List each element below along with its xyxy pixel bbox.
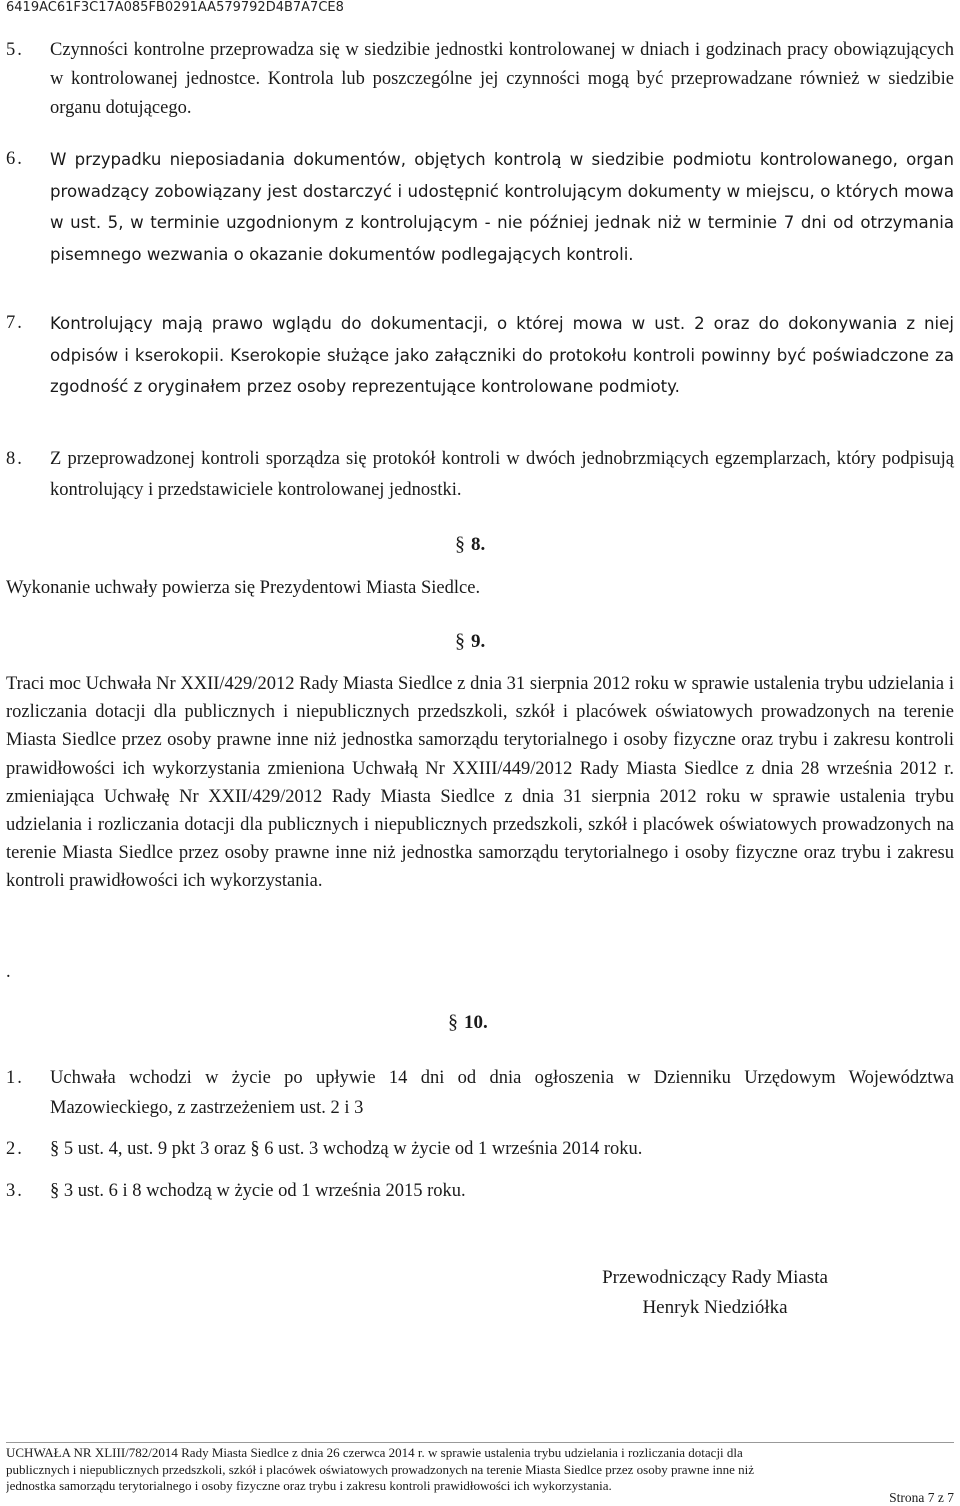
list-item-6 [6,144,954,270]
item-number: 3. [6,1181,24,1201]
item-text: Kontrolujący mają prawo wglądu do dokumentacji, o której mowa w ust. 2 oraz do dokonywania z niej odpisów i kserokopii. Kserokopie służące jako załączniki do protokołu kontroli powinny być poświadczone za zgodność z oryginałem przez osoby reprezentujące kontrolowane podmioty. [50,314,954,396]
section-9-text: Traci moc Uchwała Nr XXII/429/2012 Rady Miasta Siedlce z dnia 31 sierpnia 2012 roku w sprawie ustalenia trybu udzielania i rozliczania dotacji dla publicznych i niepublicznych przedszkoli, szkół i placówek oświatowych prowadzonych na terenie Miasta Siedlce przez osoby prawne inne niż jednostka samorządu terytorialnego i osoby fizyczne oraz trybu i zakresu kontroli prawidłowości ich wykorzystania zmieniona Uchwałą Nr XXIII/449/2012 Rady Miasta Siedlce z dnia 28 września 2012 r. zmieniająca Uchwałę Nr XXII/429/2012 Rady Miasta Siedlce z dnia 31 sierpnia 2012 roku w sprawie ustalenia trybu udzielania i rozliczania dotacji dla publicznych i niepublicznych przedszkoli, szkół i placówek oświatowych prowadzonych na terenie Miasta Siedlce przez osoby prawne inne niż jednostka samorządu terytorialnego i osoby fizyczne oraz trybu i zakresu kontroli prawidłowości ich wykorzystania. [6,674,954,892]
section-heading-10: § 10. [448,1011,488,1033]
item-text: § 3 ust. 6 i 8 wchodzą w życie od 1 września 2015 roku. [50,1181,466,1201]
list-item-5 [6,36,954,123]
item-number: 5. [6,40,24,60]
item-number: 8. [6,449,24,469]
list-item-7 [6,308,954,403]
paragraph-sign-icon: § [455,630,465,652]
section-9-trailing-dot: . [6,962,11,982]
footer-line-1: UCHWAŁA NR XLIII/782/2014 Rady Miasta Siedlce z dnia 26 czerwca 2014 r. w sprawie ustalenia trybu udzielania i rozliczania dotacji dla [6,1445,743,1460]
section-8-text: Wykonanie uchwały powierza się Prezydentowi Miasta Siedlce. [6,578,481,598]
document-hash-id: 6419AC61F3C17A085FB0291AA579792D4B7A7CE8 [6,0,344,15]
list-item-3 [6,1177,954,1206]
item-number: 6. [6,149,24,169]
list-item-8 [6,444,954,506]
item-number: 1. [6,1068,24,1088]
item-text: Uchwała wchodzi w życie po upływie 14 dni od dnia ogłoszenia w Dzienniku Urzędowym Województwa Mazowieckiego, z zastrzeżeniem ust. 2 i 3 [50,1068,954,1118]
list-item-1 [6,1063,954,1123]
signature-name: Henryk Niedziółka [642,1297,788,1318]
section-heading-8: § 8. [455,533,486,555]
signature-title: Przewodniczący Rady Miasta [602,1267,828,1288]
page-footer [6,1442,954,1495]
footer-line-3: jednostka samorządu terytorialnego i osoby fizyczne oraz trybu i zakresu kontroli prawidłowości ich wykorzystania. [6,1478,612,1493]
item-text: § 5 ust. 4, ust. 9 pkt 3 oraz § 6 ust. 3 wchodzą w życie od 1 września 2014 roku. [50,1139,643,1159]
paragraph-sign-icon: § [448,1011,458,1033]
list-item-2 [6,1135,954,1164]
section-heading-9: § 9. [455,630,486,652]
paragraph-sign-icon: § [455,533,465,555]
signature-block [560,1263,870,1323]
item-number: 7. [6,313,24,333]
item-text: Czynności kontrolne przeprowadza się w siedzibie jednostki kontrolowanej w dniach i godzinach pracy obowiązujących w kontrolowanej jednostce. Kontrola lub poszczególne jej czynności mogą być przeprowadzane również w siedzibie organu dotującego. [50,40,954,118]
item-text: W przypadku nieposiadania dokumentów, objętych kontrolą w siedzibie podmiotu kontrolowanego, organ prowadzący zobowiązany jest dostarczyć i udostępnić kontrolującym dokumenty w miejscu, o których mowa w ust. 5, w terminie uzgodnionym z kontrolującym - nie później jednak niż w terminie 7 dni od otrzymania pisemnego wezwania o okazanie dokumentów podlegających kontroli. [50,150,954,264]
page-number: Strona 7 z 7 [889,1490,954,1505]
item-number: 2. [6,1139,24,1159]
footer-line-2: publicznych i niepublicznych przedszkoli, szkół i placówek oświatowych prowadzonych na terenie Miasta Siedlce przez osoby prawne inne niż [6,1461,754,1477]
item-text: Z przeprowadzonej kontroli sporządza się protokół kontroli w dwóch jednobrzmiących egzemplarzach, który podpisują kontrolujący i przedstawiciele kontrolowanej jednostki. [50,449,954,500]
